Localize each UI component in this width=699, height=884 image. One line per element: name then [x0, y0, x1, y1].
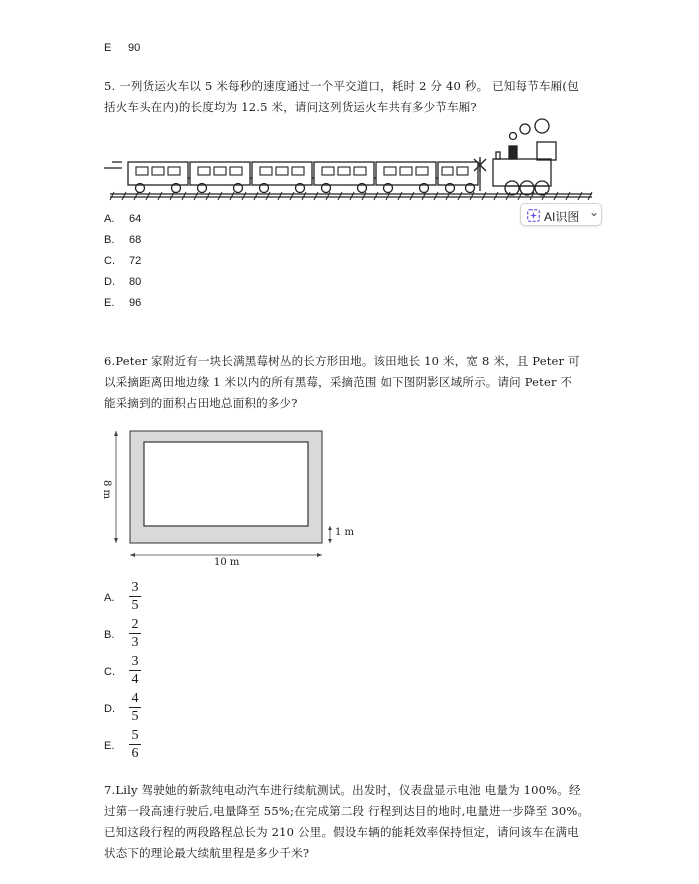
- q5-line2: 括火车头在内)的长度均为 12.5 米，请问这列货运火车共有多少节车厢?: [104, 100, 477, 114]
- q6-option-letter: B.: [104, 629, 115, 641]
- q5-option-letter: B.: [104, 234, 115, 246]
- q6-option-fraction: [129, 692, 141, 724]
- train-illustration: [100, 115, 600, 205]
- q7-line2: 过第一段高速行驶后,电量降至 55%;在完成第二段 行程到达目的地时,电量进一步降至 30%。: [104, 804, 590, 818]
- ai-image-recognition-button[interactable]: [520, 203, 602, 226]
- q6-option-fraction: [129, 581, 141, 613]
- q6-text: [104, 351, 580, 414]
- q5-option-value: 80: [129, 276, 142, 288]
- q7-line1: 7.Lily 驾驶她的新款纯电动汽车进行续航测试。出发时，仪表盘显示电池 电量为 100%。经: [104, 783, 581, 797]
- fraction-denominator: 4: [131, 672, 139, 687]
- fraction-denominator: 5: [131, 709, 139, 724]
- prev-option-value: 90: [128, 42, 141, 54]
- q5-option-letter: C.: [104, 255, 115, 267]
- q5-option-letter: E.: [104, 297, 115, 309]
- fraction-numerator: 3: [131, 654, 139, 669]
- q6-option-fraction: [129, 729, 141, 761]
- fraction-denominator: 5: [131, 598, 139, 613]
- fraction-numerator: 4: [131, 691, 139, 706]
- q5-option-value: 72: [129, 255, 142, 267]
- q5-option-value: 96: [129, 297, 142, 309]
- q6-line1: 6.Peter 家附近有一块长满黑莓树丛的长方形田地。该田地长 10 米，宽 8 米，且 Peter 可: [104, 354, 580, 368]
- q5-option-letter: A.: [104, 213, 115, 225]
- q5-option-letter: D.: [104, 276, 115, 288]
- q6-line3: 能采摘到的面积占田地总面积的多少?: [104, 396, 298, 410]
- q6-option-fraction: [129, 655, 141, 687]
- q6-option-letter: D.: [104, 703, 115, 715]
- q7-line4: 状态下的理论最大续航里程是多少千米?: [104, 846, 310, 860]
- inner-unreachable-region: [144, 442, 308, 526]
- q6-option-letter: A.: [104, 592, 115, 604]
- q6-line2: 以采摘距离田地边缘 1 米以内的所有黑莓，采摘范围 如下图阴影区域所示。请问 Peter 不: [104, 375, 573, 389]
- q5-option-value: 64: [129, 213, 142, 225]
- q6-option-letter: C.: [104, 666, 115, 678]
- fraction-numerator: 2: [131, 617, 139, 632]
- q7-text: [104, 780, 589, 864]
- q6-option-fraction: [129, 618, 141, 650]
- chevron-down-icon: ⌄: [589, 205, 600, 219]
- q5-text: [104, 76, 579, 118]
- ai-sparkle-icon: [527, 209, 540, 222]
- prev-option-letter: E: [104, 42, 112, 54]
- q6-option-letter: E.: [104, 740, 115, 752]
- fraction-numerator: 5: [131, 728, 139, 743]
- q5-line1: 5. 一列货运火车以 5 米每秒的速度通过一个平交道口，耗时 2 分 40 秒。 已知每节车厢(包: [104, 79, 579, 93]
- ai-chip-label: AI识图: [544, 210, 580, 224]
- fraction-denominator: 6: [131, 746, 139, 761]
- fraction-numerator: 3: [131, 580, 139, 595]
- border-width-label: 1 m: [335, 527, 355, 538]
- q5-option-value: 68: [129, 234, 142, 246]
- field-diagram: [100, 425, 360, 575]
- field-height-label: 8 m: [101, 479, 113, 500]
- q7-line3: 已知这段行程的两段路程总长为 210 公里。假设车辆的能耗效率保持恒定，请问该车在满电: [104, 825, 579, 839]
- fraction-denominator: 3: [131, 635, 139, 650]
- field-width-label: 10 m: [214, 557, 240, 568]
